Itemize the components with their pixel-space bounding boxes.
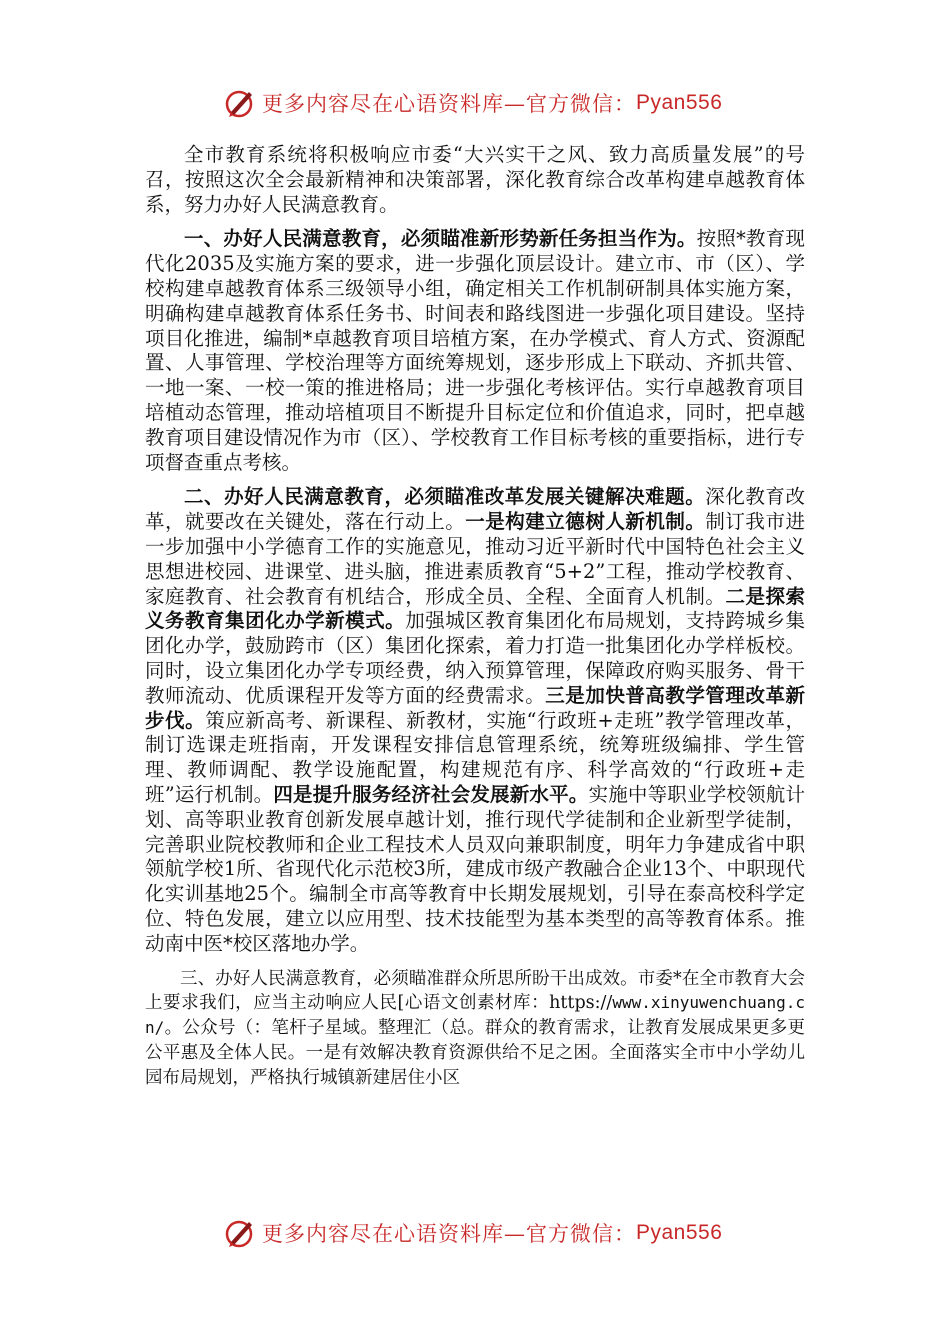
banner-text: 更多内容尽在心语资料库—官方微信： (262, 1222, 636, 1246)
paragraph-section-2: 二、办好人民满意教育，必须瞄准改革发展关键解决难题。深化教育改革，就要改在关键处，落在行动上。一是构建立德树人新机制。制订我市进一步加强中小学德育工作的实施意见，推动习近平新时代中国特色社会主义思想进校园、进课堂、进头脑，推进素质教育“5+2”工程，推动学校教育、家庭教育、社会教育有机结合，形成全员、全程、全面育人机制。二是探索义务教育集团化办学新模式。加强城区教育集团化布局规划，支持跨城乡集团化办学，鼓励跨市（区）集团化探索，着力打造一批集团化办学样板校。同时，设立集团化办学专项经费，纳入预算管理，保障政府购买服务、骨干教师流动、优质课程开发等方面的经费需求。三是加快普高教学管理改革新步伐。策应新高考、新课程、新教材，实施“行政班+走班”教学管理改革，制订选课走班指南，开发课程安排信息管理系统，统筹班级编排、学生管理、教师调配、教学设施配置，构建规范有序、科学高效的“行政班+走班”运行机制。四是提升服务经济社会发展新水平。实施中等职业学校领航计划、高等职业教育创新发展卓越计划，推行现代学徒制和企业新型学徒制，完善职业院校教师和企业工程技术人员双向兼职制度，明年力争建成省中职领航学校1所、省现代化示范校3所，建成市级产教融合企业13个、中职现代化实训基地25个。编制全市高等教育中长期发展规划，引导在泰高校科学定位、特色发展，建立以应用型、技术技能型为基本类型的高等教育体系。推动南中医*校区落地办学。 (145, 485, 805, 955)
banner-text: 更多内容尽在心语资料库—官方微信： (262, 92, 636, 116)
footer-banner (0, 1208, 950, 1258)
point-2-heading: 二是探索义务教育集团化办学新模式。 (145, 584, 805, 633)
section-2-heading: 二、办好人民满意教育，必须瞄准改革发展关键解决难题。 (184, 485, 706, 509)
document-body (145, 143, 805, 1100)
point-3-heading: 三是加快普高教学管理改革新步伐。 (145, 683, 805, 732)
section-1-heading: 一、办好人民满意教育，必须瞄准新形势新任务担当作为。 (184, 227, 697, 251)
website-url: www.xinyuwenchuang.cn/ (145, 993, 805, 1038)
red-pen-circle-logo-icon (222, 1215, 258, 1251)
paragraph-section-1: 一、办好人民满意教育，必须瞄准新形势新任务担当作为。按照*教育现代化2035及实施方案的要求，进一步强化顶层设计。建立市、市（区）、学校构建卓越教育体系三级领导小组，确定相关工作机制研制具体实施方案，明确构建卓越教育体系任务书、时间表和路线图进一步强化项目建设。坚持项目化推进，编制*卓越教育项目培植方案，在办学模式、育人方式、资源配置、人事管理、学校治理等方面统筹规划，逐步形成上下联动、齐抓共管、一地一案、一校一策的推进格局；进一步强化考核评估。实行卓越教育项目培植动态管理，推动培植项目不断提升目标定位和价值追求，同时，把卓越教育项目建设情况作为市（区）、学校教育工作目标考核的重要指标，进行专项督查重点考核。 (145, 227, 805, 474)
point-4-heading: 四是提升服务经济社会发展新水平。 (273, 782, 589, 806)
wechat-handle: Pyan556 (636, 1221, 723, 1244)
paragraph-section-3: 三、办好人民满意教育，必须瞄准群众所思所盼干出成效。市委*在全市教育大会上要求我们，应当主动响应人民[心语文创素材库：https://www.xinyuwenchuang.cn/。公众号（：笔杆子星域。整理汇（总。群众的教育需求，让教育发展成果更多更公平惠及全体人民。一是有效解决教育资源供给不足之困。全面落实全市中小学幼儿园布局规划，严格执行城镇新建居住小区 (145, 968, 805, 1088)
paragraph-intro: 全市教育系统将积极响应市委“大兴实干之风、致力高质量发展”的号召，按照这次全会最新精神和决策部署，深化教育综合改革构建卓越教育体系，努力办好人民满意教育。 (145, 143, 805, 216)
red-pen-circle-logo-icon (222, 85, 258, 121)
header-banner (0, 78, 950, 128)
wechat-handle: Pyan556 (636, 91, 723, 114)
point-1-heading: 一是构建立德树人新机制。 (465, 510, 706, 534)
